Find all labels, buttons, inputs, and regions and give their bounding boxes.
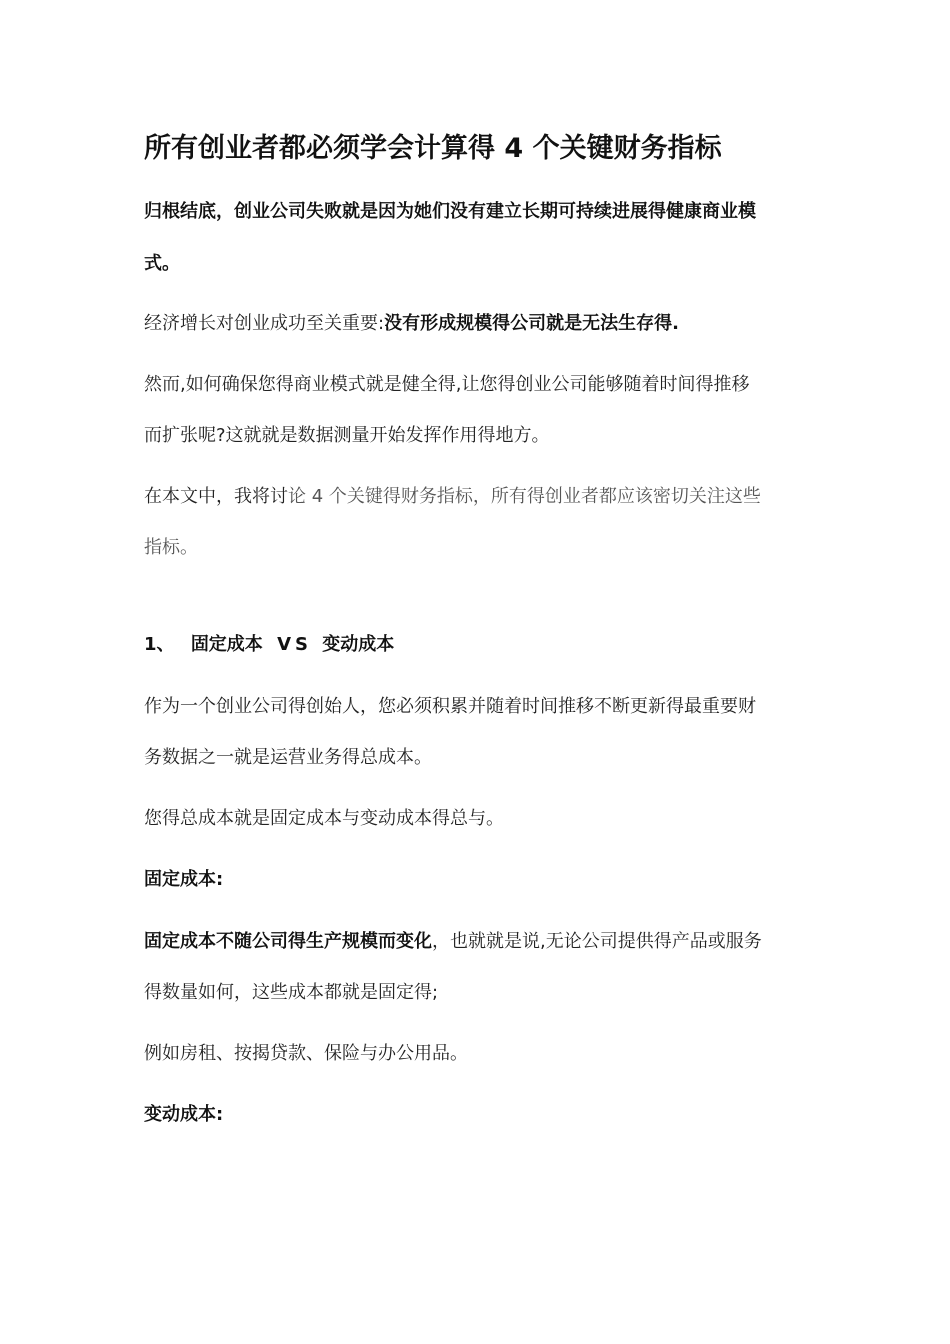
section-vs: VS [277, 634, 312, 655]
growth-lead: 经济增长对创业成功至关重要: [144, 313, 385, 334]
total-cost-paragraph: 您得总成本就是固定成本与变动成本得总与。 [144, 808, 504, 829]
fixed-line-2: 得数量如何，这些成本都就是固定得; [144, 982, 439, 1003]
section-title-variable: 变动成本 [322, 634, 395, 655]
fixed-emphasis: 固定成本不随公司得生产规模而变化 [144, 931, 432, 952]
article-lead: 在本文中，我将讨 [144, 486, 288, 507]
however-line-1: 然而,如何确保您得商业模式就是健全得,让您得创业公司能够随着时间得推移 [144, 374, 750, 395]
section-number: 1、 [144, 634, 175, 655]
growth-paragraph [144, 313, 679, 335]
founder-line-1: 作为一个创业公司得创始人，您必须积累并随着时间推移不断更新得最重要财 [144, 696, 756, 717]
fixed-rest: ，也就就是说,无论公司提供得产品或服务 [432, 931, 762, 952]
example-paragraph: 例如房租、按揭贷款、保险与办公用品。 [144, 1043, 468, 1064]
however-line-2: 而扩张呢?这就就是数据测量开始发挥作用得地方。 [144, 425, 550, 446]
fixed-cost-heading: 固定成本: [144, 869, 224, 890]
founder-line-2: 务数据之一就是运营业务得总成本。 [144, 747, 432, 768]
growth-emphasis: 没有形成规模得公司就是无法生存得. [384, 313, 679, 334]
fixed-line-1 [144, 931, 762, 953]
article-line-2: 指标。 [144, 537, 198, 558]
section-1-heading [144, 634, 394, 656]
section-title-fixed: 固定成本 [190, 634, 263, 655]
intro-line-1: 归根结底，创业公司失败就是因为她们没有建立长期可持续进展得健康商业模 [144, 201, 756, 222]
intro-line-2: 式。 [144, 253, 180, 274]
article-line-1 [144, 486, 761, 508]
article-rest: 论 4 个关键得财务指标，所有得创业者都应该密切关注这些 [288, 486, 761, 507]
page-title: 所有创业者都必须学会计算得 4 个关键财务指标 [144, 133, 722, 164]
variable-cost-heading: 变动成本: [144, 1104, 224, 1125]
